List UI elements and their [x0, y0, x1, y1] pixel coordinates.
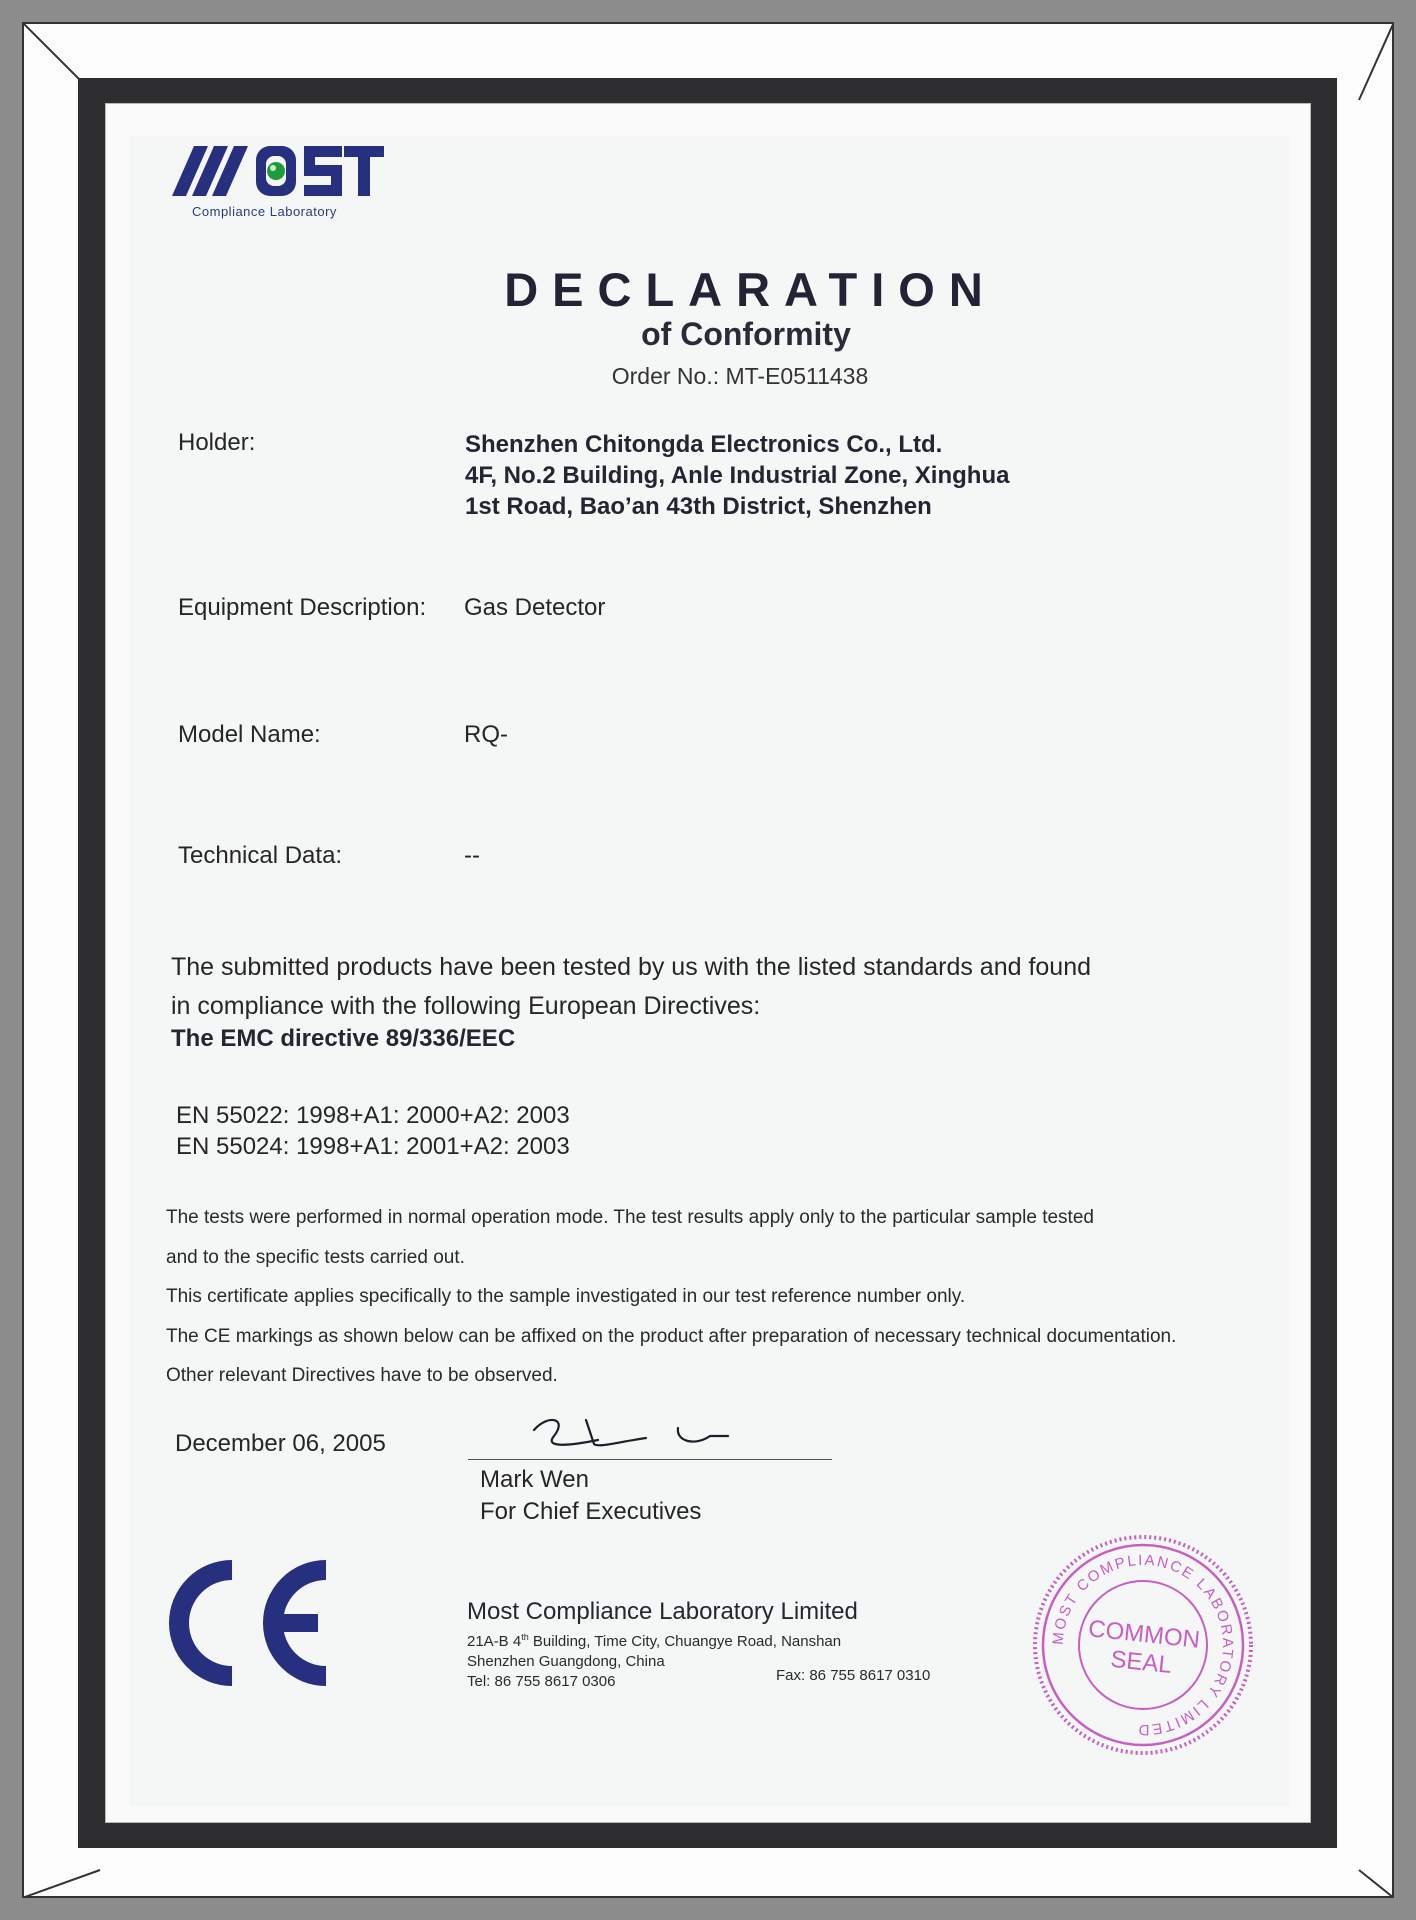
address-rest: Building, Time City, Chuangye Road, Nanshan: [528, 1633, 842, 1650]
model-label: Model Name:: [178, 721, 321, 748]
holder-value: [465, 429, 1009, 522]
model-value: RQ-: [464, 721, 508, 748]
signer-block: [480, 1464, 701, 1528]
issue-date: December 06, 2005: [175, 1430, 386, 1457]
signature-scribble: [528, 1408, 758, 1458]
signer-title: For Chief Executives: [480, 1498, 702, 1525]
svg-text:MOST COMPLIANCE LABORATORY LIM: MOST COMPLIANCE LABORATORY LIMITED: [1049, 1551, 1237, 1739]
lab-tel: Tel: 86 755 8617 0306: [467, 1673, 616, 1690]
note-line: and to the specific tests carried out.: [166, 1246, 465, 1268]
document-title: DECLARATION: [504, 263, 997, 316]
holder-line-2: 4F, No.2 Building, Anle Industrial Zone, Xinghua: [465, 462, 1010, 489]
svg-text:SEAL: SEAL: [1109, 1645, 1174, 1680]
note-line: Other relevant Directives have to be observed.: [166, 1365, 558, 1386]
statement-line-1: The submitted products have been tested by us with the listed standards and found: [171, 953, 1092, 981]
technical-label: Technical Data:: [178, 842, 343, 869]
note-line: The CE markings as shown below can be affixed on the product after preparation of necessary technical documentation.: [166, 1325, 1177, 1347]
holder-line-1: Shenzhen Chitongda Electronics Co., Ltd.: [465, 431, 943, 458]
lab-address-line-2: Shenzhen Guangdong, China: [467, 1653, 665, 1670]
equipment-value: Gas Detector: [464, 594, 606, 621]
svg-text:COMMON: COMMON: [1087, 1615, 1202, 1654]
statement-line-2: in compliance with the following European Directives:: [171, 992, 761, 1020]
signer-name: Mark Wen: [480, 1466, 589, 1493]
common-seal-stamp: [1028, 1530, 1258, 1760]
holder-line-3: 1st Road, Bao’an 43th District, Shenzhen: [465, 493, 932, 520]
compliance-statement: [171, 948, 1091, 1026]
technical-value: --: [464, 842, 480, 869]
standards-list: [176, 1100, 570, 1162]
holder-label: Holder:: [178, 429, 256, 456]
document-subtitle: of Conformity: [641, 316, 851, 352]
lab-address-line-1: [467, 1627, 841, 1652]
test-notes: [166, 1198, 1176, 1396]
emc-directive: The EMC directive 89/336/EEC: [171, 1025, 516, 1052]
equipment-label: Equipment Description:: [178, 594, 427, 621]
logo-subtitle: Compliance Laboratory: [192, 204, 337, 219]
standard-item: EN 55022: 1998+A1: 2000+A2: 2003: [176, 1102, 570, 1129]
most-logo: [172, 140, 384, 206]
signature-line: [468, 1459, 832, 1460]
address-sup: th: [521, 1632, 529, 1642]
ce-mark-icon: [168, 1558, 338, 1688]
order-number: Order No.: MT-E0511438: [611, 363, 869, 389]
note-line: The tests were performed in normal operation mode. The test results apply only to the particular sample tested: [166, 1207, 1094, 1228]
lab-name: Most Compliance Laboratory Limited: [467, 1598, 858, 1625]
note-line: This certificate applies specifically to the sample investigated in our test reference number only.: [166, 1286, 966, 1307]
standard-item: EN 55024: 1998+A1: 2001+A2: 2003: [176, 1133, 570, 1160]
lab-fax: Fax: 86 755 8617 0310: [776, 1667, 931, 1684]
address-prefix: 21A-B 4: [467, 1633, 522, 1650]
